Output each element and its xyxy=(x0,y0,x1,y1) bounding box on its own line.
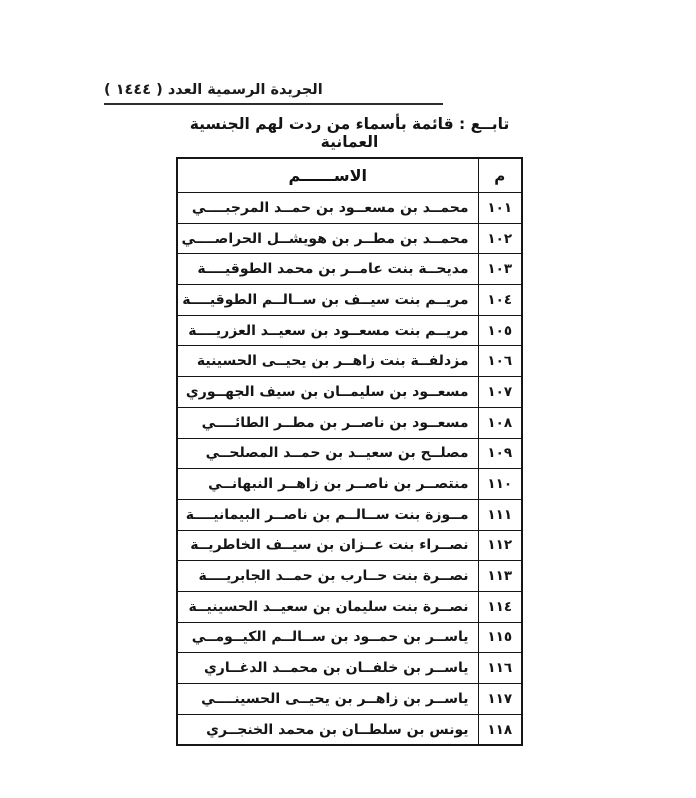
row-number-cell: ١١٦ xyxy=(478,653,522,684)
row-name-cell: مريــم بنت سيــف بن ســالــم الطوقيــــة xyxy=(177,285,478,316)
row-number-cell: ١١٨ xyxy=(478,714,522,745)
table-row xyxy=(177,193,522,224)
row-name-cell: مريــم بنت مسعــود بن سعيــد العزريــــة xyxy=(177,315,478,346)
row-number-cell: ١١٥ xyxy=(478,622,522,653)
row-name-cell: مسعــود بن سليمــان بن سيف الجهــوري xyxy=(177,377,478,408)
table-row xyxy=(177,438,522,469)
row-name-cell: ياســر بن خلفــان بن محمــد الدغــاري xyxy=(177,653,478,684)
column-header-number: م xyxy=(478,158,522,193)
row-name-cell: مزدلفــة بنت زاهــر بن يحيــى الحسينية xyxy=(177,346,478,377)
row-number-cell: ١١٠ xyxy=(478,469,522,500)
row-name-cell: محمــد بن مطــر بن هويشــل الحراصــــي xyxy=(177,223,478,254)
row-number-cell: ١١٧ xyxy=(478,684,522,715)
table-row xyxy=(177,315,522,346)
row-name-cell: ياســر بن زاهــر بن يحيــى الحسينــــي xyxy=(177,684,478,715)
row-number-cell: ١٠٨ xyxy=(478,407,522,438)
table-row xyxy=(177,653,522,684)
row-number-cell: ١١١ xyxy=(478,499,522,530)
row-name-cell: منتصــر بن ناصــر بن زاهــر النبهانــي xyxy=(177,469,478,500)
row-number-cell: ١٠٥ xyxy=(478,315,522,346)
gazette-issue-label: الجريدة الرسمية العدد ( ١٤٤٤ ) xyxy=(104,82,443,105)
table-row xyxy=(177,285,522,316)
row-number-cell: ١٠٣ xyxy=(478,254,522,285)
table-header-row xyxy=(177,158,522,193)
row-name-cell: مــوزة بنت ســالــم بن ناصــر البيمانيــــة xyxy=(177,499,478,530)
row-number-cell: ١٠١ xyxy=(478,193,522,224)
row-name-cell: نصــرة بنت حــارب بن حمــد الجابريــــة xyxy=(177,561,478,592)
row-number-cell: ١٠٤ xyxy=(478,285,522,316)
names-table-header xyxy=(177,158,522,193)
names-table xyxy=(176,157,523,746)
table-row xyxy=(177,254,522,285)
row-number-cell: ١٠٧ xyxy=(478,377,522,408)
row-name-cell: مصلــح بن سعيــد بن حمــد المصلحــي xyxy=(177,438,478,469)
table-row xyxy=(177,622,522,653)
row-number-cell: ١١٢ xyxy=(478,530,522,561)
row-name-cell: نصــرة بنت سليمان بن سعيــد الحسينيــة xyxy=(177,591,478,622)
row-name-cell: محمــد بن مسعــود بن حمــد المرجبــــي xyxy=(177,193,478,224)
table-row xyxy=(177,561,522,592)
row-name-cell: نصــراء بنت عــزان بن سيــف الخاطريــة xyxy=(177,530,478,561)
names-table-body xyxy=(177,193,522,746)
table-row xyxy=(177,469,522,500)
table-row xyxy=(177,346,522,377)
table-row xyxy=(177,714,522,745)
column-header-name: الاســــــم xyxy=(177,158,478,193)
table-row xyxy=(177,499,522,530)
row-name-cell: يونس بن سلطــان بن محمد الخنجــري xyxy=(177,714,478,745)
row-name-cell: ياســر بن حمــود بن ســالــم الكيــومــي xyxy=(177,622,478,653)
table-row xyxy=(177,591,522,622)
row-number-cell: ١١٤ xyxy=(478,591,522,622)
row-number-cell: ١٠٩ xyxy=(478,438,522,469)
table-row xyxy=(177,684,522,715)
table-row xyxy=(177,377,522,408)
row-number-cell: ١٠٢ xyxy=(478,223,522,254)
row-name-cell: مديحــة بنت عامــر بن محمد الطوقيــــة xyxy=(177,254,478,285)
table-row xyxy=(177,530,522,561)
table-row xyxy=(177,223,522,254)
table-row xyxy=(177,407,522,438)
row-name-cell: مسعــود بن ناصــر بن مطــر الطائــــي xyxy=(177,407,478,438)
row-number-cell: ١١٣ xyxy=(478,561,522,592)
page-title: تابــع : قائمة بأسماء من ردت لهم الجنسية العمانية xyxy=(189,115,510,151)
row-number-cell: ١٠٦ xyxy=(478,346,522,377)
